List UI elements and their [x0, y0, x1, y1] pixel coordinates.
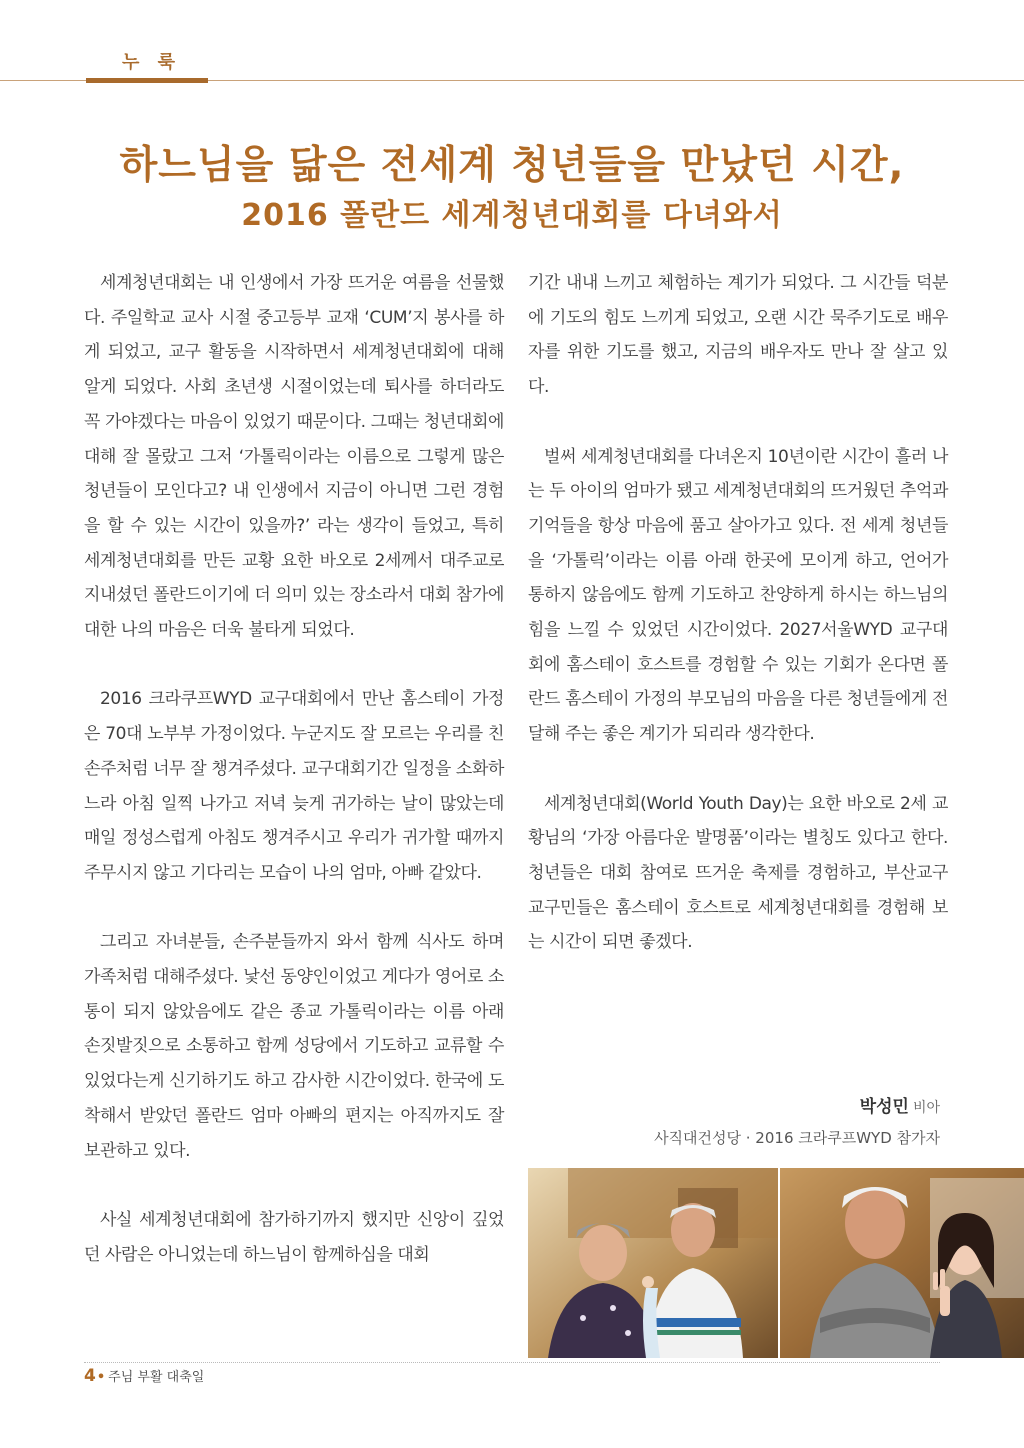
photo-strip: [528, 1168, 1024, 1358]
paragraph: 세계청년대회(World Youth Day)는 요한 바오로 2세 교황님의 ‘가장 아름다운 발명품’이라는 별칭도 있다고 한다. 청년들은 대회 참여로 뜨거운 축제를 경험하고, 부산교구 교구민들은 홈스테이 호스트로 세계청년대회를 경험해 보는 시간이 되면 좋겠다.: [528, 793, 948, 953]
page-footer: [84, 1366, 204, 1386]
paragraph: 2016 크라쿠프WYD 교구대회에서 만난 홈스테이 가정은 70대 노부부 가정이었다. 누군지도 잘 모르는 우리를 친손주처럼 너무 잘 챙겨주셨다. 교구대회기간 일정을 소화하느라 아침 일찍 나가고 저녁 늦게 귀가하는 날이 많았는데 매일 정성스럽게 아침도 챙겨주시고 우리가 귀가할 때까지 주무시지 않고 기다리는 모습이 나의 엄마, 아빠 같았다.: [84, 689, 504, 883]
author-name: 박성민: [859, 1097, 909, 1117]
section-label: 누 룩: [122, 52, 182, 73]
section-tab-bar: [86, 78, 208, 83]
article-title: 하느님을 닮은 전세계 청년들을 만났던 시간,: [119, 143, 905, 188]
author-role: 비아: [912, 1100, 940, 1116]
article-subtitle: 2016 폴란드 세계청년대회를 다녀와서: [241, 198, 783, 233]
homestay-couple-photo: [528, 1168, 778, 1358]
page-number: 4: [84, 1366, 96, 1386]
author-byline: [560, 1092, 940, 1148]
paragraph: 사실 세계청년대회에 참가하기까지 했지만 신앙이 깊었던 사람은 아니었는데 하느님이 함께하심을 대회: [84, 1209, 504, 1265]
footer-bullet: •: [96, 1370, 106, 1385]
footer-rule: [84, 1362, 940, 1363]
group-selfie-photo: [780, 1168, 1024, 1358]
paragraph: 세계청년대회는 내 인생에서 가장 뜨거운 여름을 선물했다. 주일학교 교사 시절 중고등부 교재 ‘CUM’지 봉사를 하게 되었고, 교구 활동을 시작하면서 세계청년대회에 대해 알게 되었다. 사회 초년생 시절이었는데 퇴사를 하더라도 꼭 가야겠다는 마음이 있었기 때문이다. 그때는 청년대회에 대해 잘 몰랐고 그저 ‘가톨릭이라는 이름으로 그렇게 많은 청년들이 모인다고? 내 인생에서 지금이 아니면 그런 경험을 할 수 있는 시간이 있을까?’ 라는 생각이 들었고, 특히 세계청년대회를 만든 교황 요한 바오로 2세께서 대주교로 지내셨던 폴란드이기에 더 의미 있는 장소라서 대회 참가에 대한 나의 마음은 더욱 불타게 되었다.: [84, 273, 504, 641]
paragraph: 벌써 세계청년대회를 다녀온지 10년이란 시간이 흘러 나는 두 아이의 엄마가 됐고 세계청년대회의 뜨거웠던 추억과 기억들을 항상 마음에 품고 살아가고 있다. 전 세계 청년들을 ‘가톨릭’이라는 이름 아래 한곳에 모이게 하고, 언어가 통하지 않음에도 함께 기도하고 찬양하게 하시는 하느님의 힘을 느낄 수 있었던 시간이었다. 2027서울WYD 교구대회에 홈스테이 호스트를 경험할 수 있는 기회가 온다면 폴란드 홈스테이 가정의 부모님의 마음을 다른 청년들에게 전달해 주는 좋은 계기가 되리라 생각한다.: [528, 446, 948, 745]
article-left-column: [84, 266, 504, 1307]
paragraph-continuation: 기간 내내 느끼고 체험하는 계기가 되었다. 그 시간들 덕분에 기도의 힘도 느끼게 되었고, 오랜 시간 묵주기도로 배우자를 위한 기도를 했고, 지금의 배우자도 만나 잘 살고 있다.: [528, 273, 948, 398]
author-affiliation: 사직대건성당 · 2016 크라쿠프WYD 참가자: [654, 1129, 940, 1147]
paragraph: 그리고 자녀분들, 손주분들까지 와서 함께 식사도 하며 가족처럼 대해주셨다. 낯선 동양인이었고 게다가 영어로 소통이 되지 않았음에도 같은 종교 가톨릭이라는 이름 아래 손짓발짓으로 소통하고 함께 성당에서 기도하고 교류할 수 있었다는게 신기하기도 하고 감사한 시간이었다. 한국에 도착해서 받았던 폴란드 엄마 아빠의 편지는 아직까지도 잘 보관하고 있다.: [84, 932, 504, 1161]
article-right-column: [528, 266, 948, 995]
publication-name: 주님 부활 대축일: [108, 1370, 205, 1385]
